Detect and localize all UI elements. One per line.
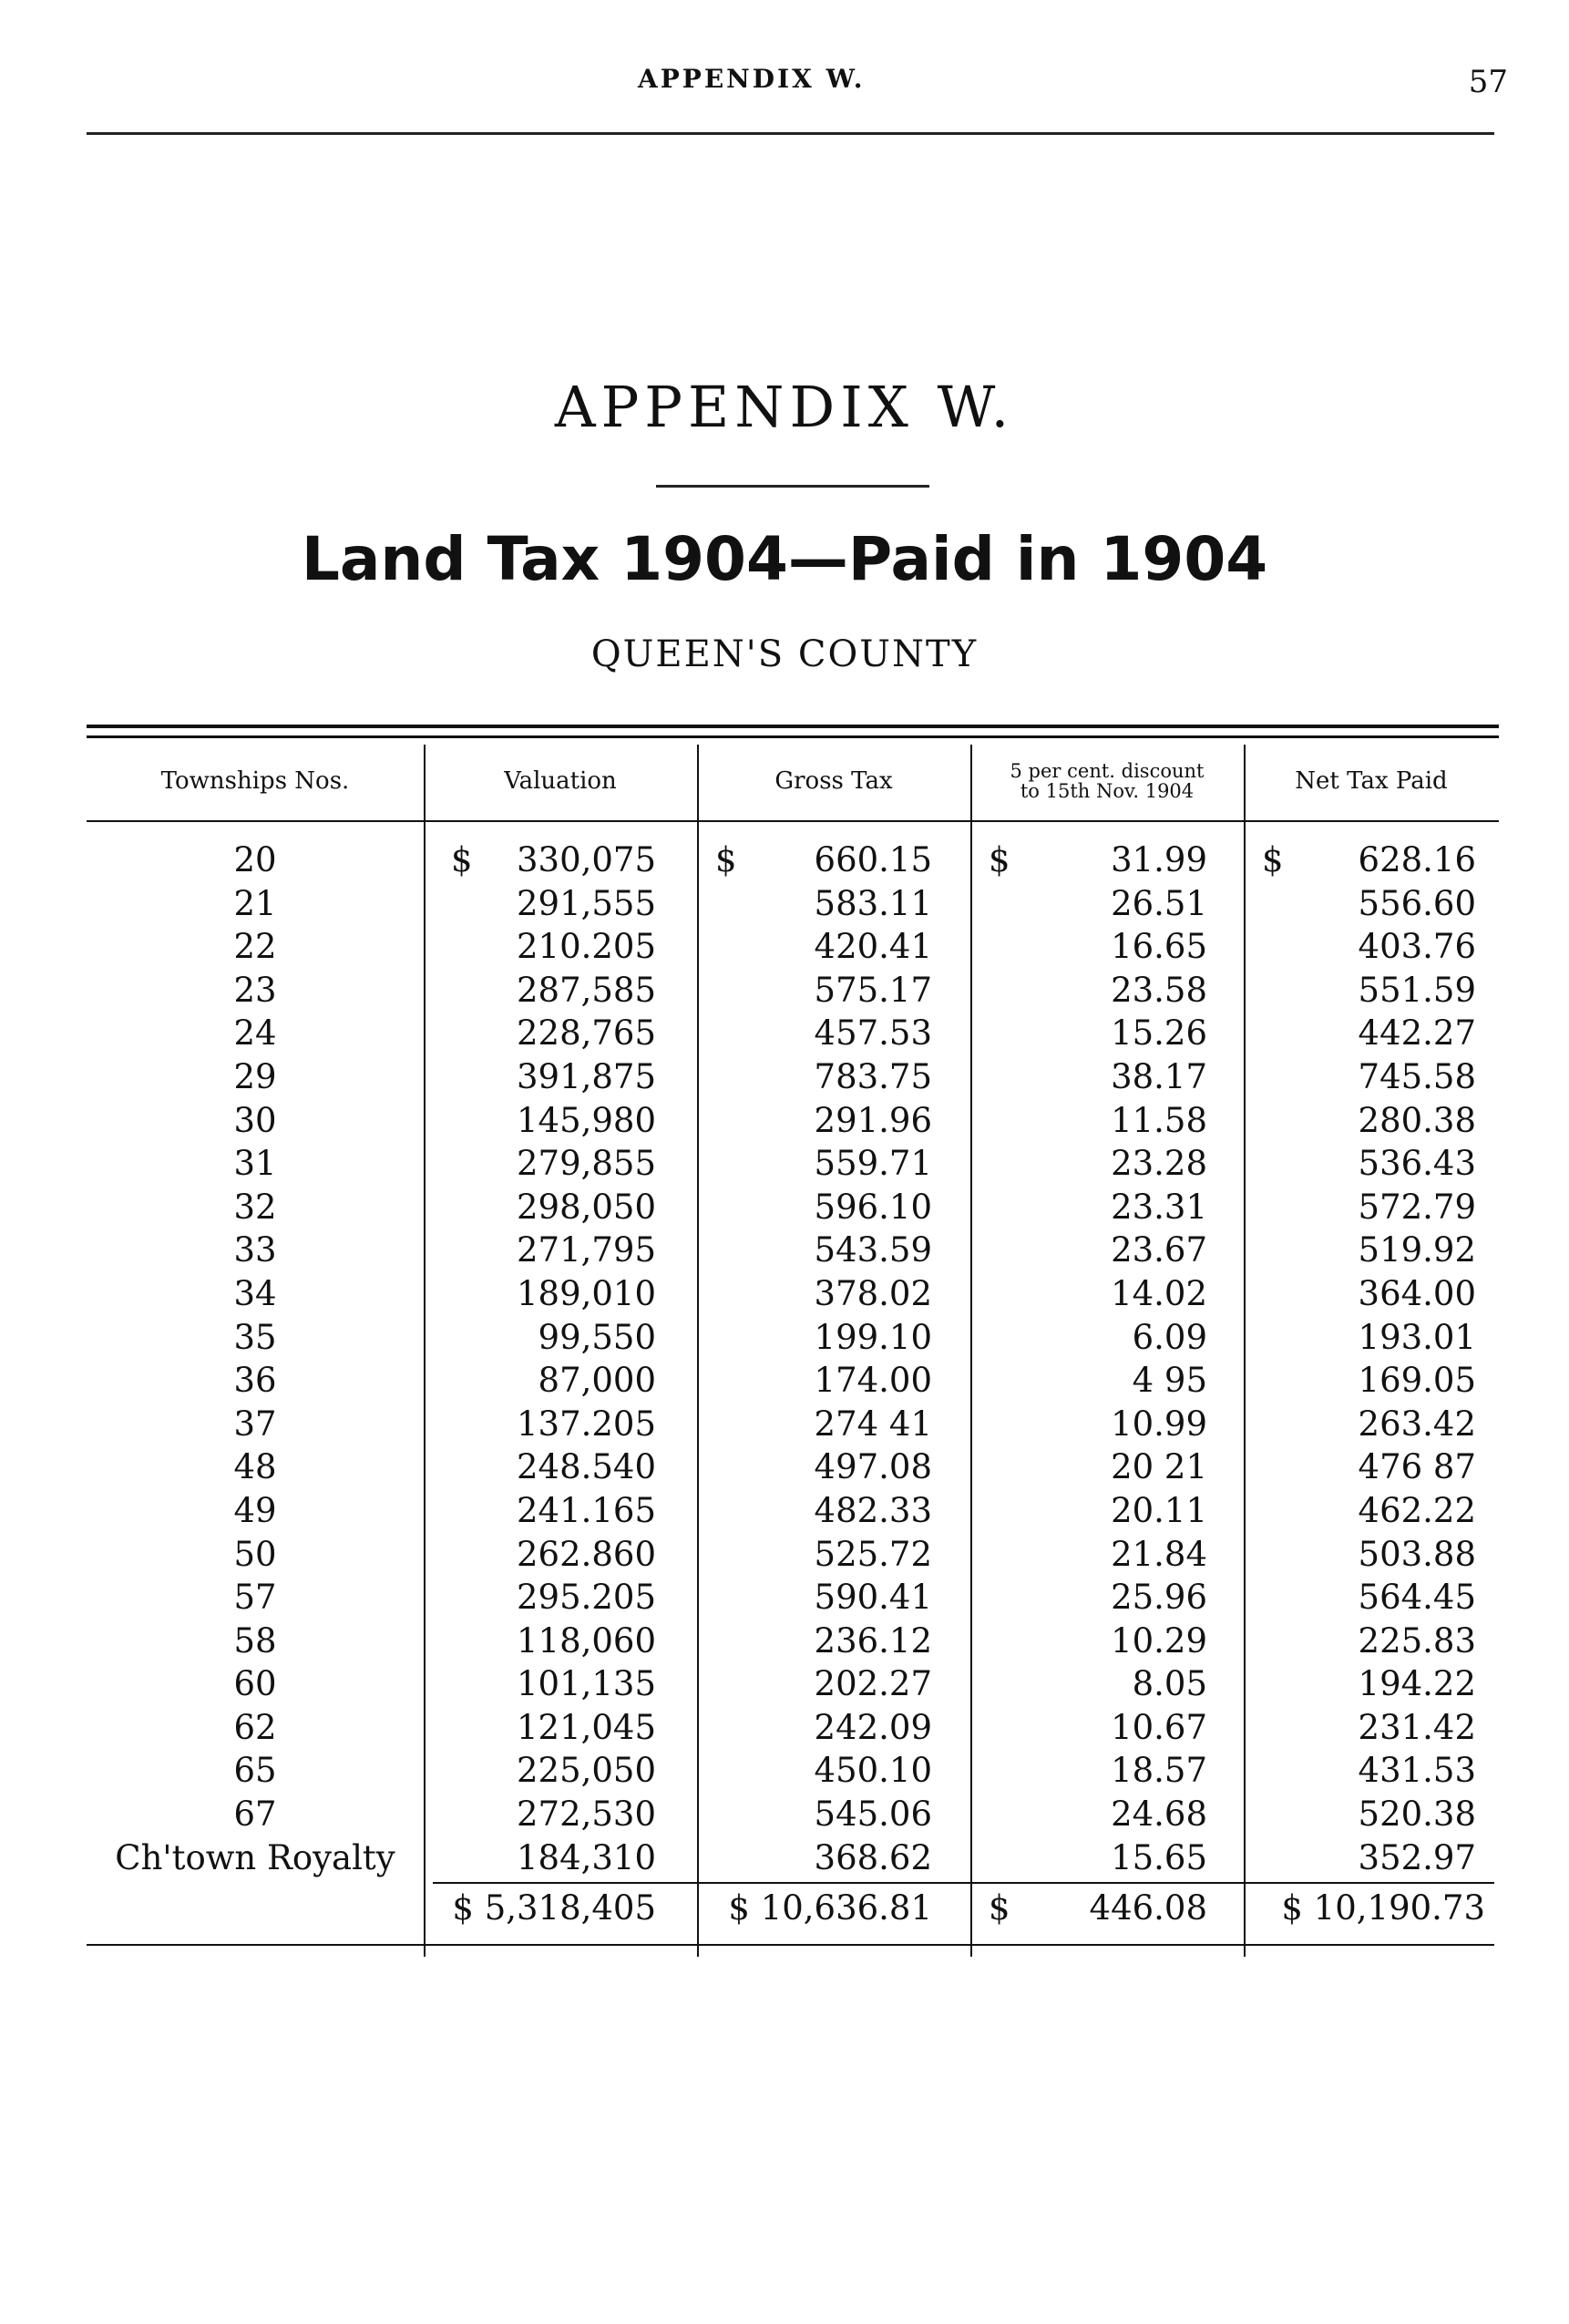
- gross-tax-cell: 378.02: [814, 1273, 932, 1313]
- township-number: 50: [233, 1534, 277, 1574]
- discount-cell: 23.28: [1111, 1144, 1207, 1184]
- township-number: 22: [233, 927, 277, 967]
- township-number: 57: [233, 1578, 277, 1618]
- valuation-dollar: $: [451, 840, 473, 879]
- net-tax-cell: 442.27: [1358, 1013, 1476, 1054]
- gross-tax-cell: 242.09: [814, 1707, 932, 1747]
- discount-cell: 4 95: [1132, 1361, 1207, 1401]
- discount-cell: 10.67: [1111, 1707, 1207, 1747]
- gross-tax-cell: 660.15: [814, 840, 932, 879]
- header-discount-line2: to 15th Nov. 1904: [1020, 780, 1195, 802]
- valuation-cell: 121,045: [516, 1707, 656, 1747]
- net-tax-cell: 431.53: [1358, 1751, 1476, 1791]
- totals-rule: [433, 1882, 1494, 1884]
- township-number: 21: [233, 883, 277, 923]
- net-tax-cell: 364.00: [1358, 1273, 1476, 1313]
- township-number: 33: [233, 1230, 277, 1270]
- table-body: [87, 838, 1499, 1879]
- discount-cell: 15.65: [1111, 1837, 1207, 1877]
- gross-dollar: $: [715, 840, 737, 879]
- township-number: Ch'town Royalty: [115, 1837, 395, 1877]
- net-tax-cell: 194.22: [1358, 1664, 1476, 1704]
- discount-cell: 20.11: [1111, 1490, 1207, 1530]
- table-row: [87, 882, 1499, 926]
- gross-tax-cell: 545.06: [814, 1794, 932, 1835]
- header-rule: [87, 132, 1494, 135]
- gross-tax-cell: 420.41: [814, 927, 932, 967]
- total-discount-dollar: $: [989, 1888, 1010, 1928]
- total-valuation: $ 5,318,405: [452, 1888, 656, 1928]
- discount-cell: 21.84: [1111, 1534, 1207, 1574]
- valuation-cell: 137.205: [516, 1404, 656, 1444]
- table-row: [87, 1576, 1499, 1620]
- table-top-rule: [87, 725, 1499, 728]
- table-row: [87, 1186, 1499, 1229]
- table-row: [87, 1749, 1499, 1793]
- township-number: 35: [233, 1317, 277, 1357]
- table-row: [87, 1489, 1499, 1533]
- valuation-cell: 118,060: [516, 1620, 656, 1661]
- discount-cell: 38.17: [1111, 1056, 1207, 1096]
- header-discount: [970, 745, 1244, 818]
- township-number: 30: [233, 1100, 277, 1140]
- net-tax-cell: 556.60: [1358, 883, 1476, 923]
- land-tax-table: [87, 725, 1499, 1982]
- total-gross-tax: $ 10,636.81: [728, 1888, 932, 1928]
- discount-cell: 6.09: [1132, 1317, 1207, 1357]
- running-title: APPENDIX W.: [638, 64, 866, 94]
- gross-tax-cell: 199.10: [814, 1317, 932, 1357]
- net-tax-cell: 193.01: [1358, 1317, 1476, 1357]
- table-top-rule-inner: [87, 735, 1499, 738]
- table-header: [87, 745, 1499, 818]
- township-number: 48: [233, 1447, 277, 1487]
- gross-tax-cell: 543.59: [814, 1230, 932, 1270]
- township-number: 20: [233, 840, 277, 879]
- net-tax-cell: 536.43: [1358, 1144, 1476, 1184]
- table-row: [87, 1272, 1499, 1316]
- running-head: [0, 64, 1569, 118]
- gross-tax-cell: 368.62: [814, 1837, 932, 1877]
- valuation-cell: 210.205: [516, 927, 656, 967]
- gross-tax-cell: 274 41: [814, 1404, 932, 1444]
- net-tax-cell: 628.16: [1358, 840, 1476, 879]
- valuation-cell: 99,550: [538, 1317, 656, 1357]
- net-tax-cell: 280.38: [1358, 1100, 1476, 1140]
- discount-cell: 15.26: [1111, 1013, 1207, 1054]
- discount-cell: 24.68: [1111, 1794, 1207, 1835]
- valuation-cell: 272,530: [516, 1794, 656, 1835]
- header-discount-line1: 5 per cent. discount: [1010, 760, 1205, 782]
- net-tax-cell: 169.05: [1358, 1361, 1476, 1401]
- table-row: [87, 1445, 1499, 1489]
- discount-cell: 16.65: [1111, 927, 1207, 967]
- discount-cell: 14.02: [1111, 1273, 1207, 1313]
- valuation-cell: 145,980: [516, 1100, 656, 1140]
- table-row: [87, 1229, 1499, 1272]
- gross-tax-cell: 450.10: [814, 1751, 932, 1791]
- gross-tax-cell: 236.12: [814, 1620, 932, 1661]
- township-number: 29: [233, 1056, 277, 1096]
- township-number: 31: [233, 1144, 277, 1184]
- discount-cell: 8.05: [1132, 1664, 1207, 1704]
- discount-dollar: $: [989, 840, 1010, 879]
- valuation-cell: 287,585: [516, 970, 656, 1010]
- table-row: [87, 1706, 1499, 1750]
- net-tax-cell: 462.22: [1358, 1490, 1476, 1530]
- township-number: 32: [233, 1187, 277, 1227]
- gross-tax-cell: 525.72: [814, 1534, 932, 1574]
- valuation-cell: 87,000: [538, 1361, 656, 1401]
- township-number: 67: [233, 1794, 277, 1835]
- appendix-title: APPENDIX W.: [554, 374, 1015, 440]
- township-number: 65: [233, 1751, 277, 1791]
- gross-tax-cell: 596.10: [814, 1187, 932, 1227]
- table-row: [87, 838, 1499, 882]
- net-tax-cell: 403.76: [1358, 927, 1476, 967]
- valuation-cell: 330,075: [516, 840, 656, 879]
- net-tax-cell: 520.38: [1358, 1794, 1476, 1835]
- discount-cell: 31.99: [1111, 840, 1207, 879]
- discount-cell: 25.96: [1111, 1578, 1207, 1618]
- header-valuation: Valuation: [504, 767, 617, 795]
- discount-cell: 23.31: [1111, 1187, 1207, 1227]
- net-tax-cell: 225.83: [1358, 1620, 1476, 1661]
- table-row: [87, 925, 1499, 969]
- table-row: [87, 1055, 1499, 1099]
- net-tax-cell: 519.92: [1358, 1230, 1476, 1270]
- table-row: [87, 1793, 1499, 1836]
- discount-cell: 23.58: [1111, 970, 1207, 1010]
- gross-tax-cell: 559.71: [814, 1144, 932, 1184]
- township-number: 36: [233, 1361, 277, 1401]
- township-number: 49: [233, 1490, 277, 1530]
- discount-cell: 18.57: [1111, 1751, 1207, 1791]
- discount-cell: 11.58: [1111, 1100, 1207, 1140]
- table-row: [87, 1620, 1499, 1663]
- net-tax-cell: 564.45: [1358, 1578, 1476, 1618]
- township-number: 37: [233, 1404, 277, 1444]
- total-discount: 446.08: [1089, 1888, 1207, 1928]
- net-tax-cell: 503.88: [1358, 1534, 1476, 1574]
- net-tax-cell: 476 87: [1358, 1447, 1476, 1487]
- valuation-cell: 279,855: [516, 1144, 656, 1184]
- gross-tax-cell: 590.41: [814, 1578, 932, 1618]
- valuation-cell: 241.165: [516, 1490, 656, 1530]
- valuation-cell: 184,310: [516, 1837, 656, 1877]
- township-number: 23: [233, 970, 277, 1010]
- valuation-cell: 228,765: [516, 1013, 656, 1054]
- gross-tax-cell: 497.08: [814, 1447, 932, 1487]
- gross-tax-cell: 583.11: [814, 883, 932, 923]
- gross-tax-cell: 174.00: [814, 1361, 932, 1401]
- discount-cell: 10.99: [1111, 1404, 1207, 1444]
- net-dollar: $: [1262, 840, 1284, 879]
- header-bottom-rule: [87, 820, 1499, 822]
- page-number: 57: [1468, 64, 1508, 100]
- township-number: 24: [233, 1013, 277, 1054]
- township-number: 62: [233, 1707, 277, 1747]
- net-tax-cell: 551.59: [1358, 970, 1476, 1010]
- valuation-cell: 391,875: [516, 1056, 656, 1096]
- gross-tax-cell: 575.17: [814, 970, 932, 1010]
- valuation-cell: 248.540: [516, 1447, 656, 1487]
- valuation-cell: 295.205: [516, 1578, 656, 1618]
- discount-cell: 23.67: [1111, 1230, 1207, 1270]
- header-net-tax: Net Tax Paid: [1295, 767, 1448, 795]
- valuation-cell: 101,135: [516, 1664, 656, 1704]
- page-title: Land Tax 1904—Paid in 1904: [301, 524, 1268, 594]
- gross-tax-cell: 202.27: [814, 1664, 932, 1704]
- gross-tax-cell: 291.96: [814, 1100, 932, 1140]
- discount-cell: 26.51: [1111, 883, 1207, 923]
- valuation-cell: 225,050: [516, 1751, 656, 1791]
- gross-tax-cell: 457.53: [814, 1013, 932, 1054]
- net-tax-cell: 352.97: [1358, 1837, 1476, 1877]
- table-row: [87, 1533, 1499, 1577]
- township-number: 60: [233, 1664, 277, 1704]
- title-divider: [656, 485, 929, 488]
- valuation-cell: 262.860: [516, 1534, 656, 1574]
- table-row: [87, 1403, 1499, 1446]
- total-net-tax: $ 10,190.73: [1281, 1888, 1485, 1928]
- township-number: 34: [233, 1273, 277, 1313]
- valuation-cell: 298,050: [516, 1187, 656, 1227]
- header-townships: Townships Nos.: [160, 767, 350, 795]
- table-row: [87, 1359, 1499, 1403]
- net-tax-cell: 572.79: [1358, 1187, 1476, 1227]
- gross-tax-cell: 482.33: [814, 1490, 932, 1530]
- valuation-cell: 271,795: [516, 1230, 656, 1270]
- table-row: [87, 1316, 1499, 1360]
- discount-cell: 10.29: [1111, 1620, 1207, 1661]
- valuation-cell: 291,555: [516, 883, 656, 923]
- county-subtitle: QUEEN'S COUNTY: [590, 633, 979, 675]
- net-tax-cell: 745.58: [1358, 1056, 1476, 1096]
- discount-cell: 20 21: [1111, 1447, 1207, 1487]
- table-bottom-rule: [87, 1944, 1494, 1946]
- table-row: [87, 1142, 1499, 1186]
- net-tax-cell: 231.42: [1358, 1707, 1476, 1747]
- gross-tax-cell: 783.75: [814, 1056, 932, 1096]
- table-row: [87, 1836, 1499, 1880]
- table-row: [87, 1099, 1499, 1143]
- net-tax-cell: 263.42: [1358, 1404, 1476, 1444]
- table-row: [87, 1012, 1499, 1055]
- totals-row: [87, 1887, 1499, 1932]
- table-row: [87, 969, 1499, 1013]
- township-number: 58: [233, 1620, 277, 1661]
- header-gross-tax: Gross Tax: [774, 767, 893, 795]
- valuation-cell: 189,010: [516, 1273, 656, 1313]
- table-row: [87, 1662, 1499, 1706]
